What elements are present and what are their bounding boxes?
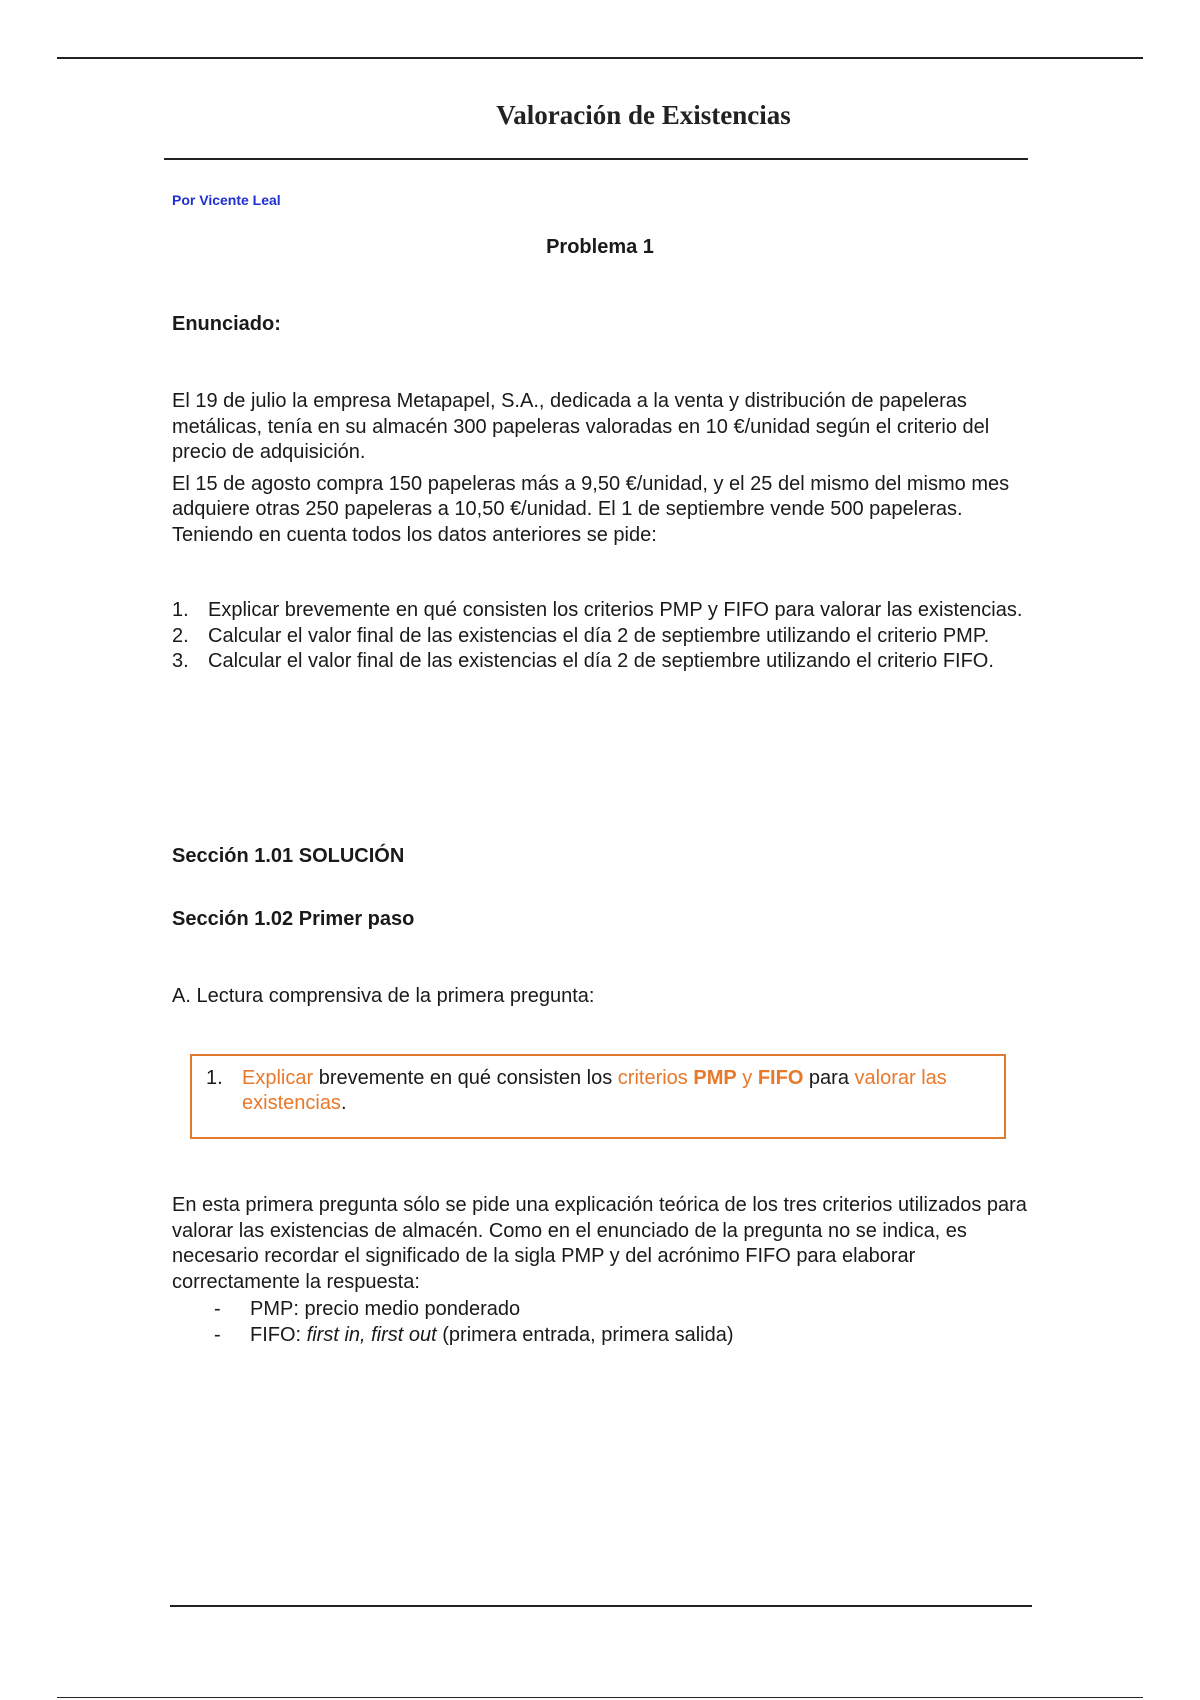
statement-paragraph-2: El 15 de agosto compra 150 papeleras más a 9,50 €/unidad, y el 25 del mismo del mismo mes adquiere otras 250 papeleras a 10,50 €/unidad. El 1 de septiembre vende 500 papeleras. xyxy=(172,472,1010,520)
question-text: Calcular el valor final de las existencias el día 2 de septiembre utilizando el criterio PMP. xyxy=(208,624,990,647)
question-item xyxy=(172,649,1032,675)
definition-text: precio medio ponderado xyxy=(298,1298,521,1320)
question-item xyxy=(172,624,1032,650)
explanation-paragraph: En esta primera pregunta sólo se pide una explicación teórica de los tres criterios utilizados para valorar las existencias de almacén. Como en el enunciado de la pregunta no se indica, es necesario recordar el significado de la sigla PMP y del acrónimo FIFO para elaborar correctamente la respuesta: xyxy=(172,1194,1027,1293)
document-title: Valoración de Existencias xyxy=(496,100,791,130)
questions-list xyxy=(172,598,1032,675)
list-dash: - xyxy=(214,1324,221,1346)
keyword-y: y xyxy=(736,1067,758,1089)
problem-title: Problema 1 xyxy=(546,236,654,258)
definition-term: FIFO: xyxy=(250,1324,302,1346)
statement-text xyxy=(172,389,1032,548)
question-number: 1. xyxy=(172,599,189,621)
box-question-text xyxy=(242,1066,992,1116)
box-text-segment: . xyxy=(340,1092,347,1114)
question-number: 2. xyxy=(172,624,189,647)
keyword-explicar: Explicar xyxy=(242,1067,314,1089)
question-text: Explicar brevemente en qué consisten los criterios PMP y FIFO para valorar las existencias. xyxy=(208,599,1023,621)
top-rule xyxy=(57,57,1143,59)
list-dash: - xyxy=(214,1298,221,1320)
keyword-valorar: valorar las existencias xyxy=(242,1067,947,1114)
title-rule xyxy=(164,158,1028,160)
keyword-fifo: FIFO xyxy=(757,1067,804,1089)
bottom-rule xyxy=(57,1697,1143,1698)
definition-text: (primera entrada, primera salida) xyxy=(436,1324,734,1346)
definition-item xyxy=(210,1322,733,1348)
section-primer-paso-heading: Sección 1.02 Primer paso xyxy=(172,908,415,930)
definition-item xyxy=(210,1296,733,1322)
keyword-criterios: criterios xyxy=(617,1067,688,1089)
question-item xyxy=(172,598,1032,624)
definition-term: PMP: xyxy=(250,1298,299,1320)
question-number: 3. xyxy=(172,650,189,672)
enunciado-heading: Enunciado: xyxy=(172,313,281,335)
box-text-segment: para xyxy=(803,1067,855,1089)
question-text: Calcular el valor final de las existencias el día 2 de septiembre utilizando el criterio FIFO. xyxy=(208,650,994,672)
highlighted-question-box xyxy=(190,1054,1006,1139)
lectura-label: A. Lectura comprensiva de la primera pregunta: xyxy=(172,985,595,1007)
author-byline: Por Vicente Leal xyxy=(172,192,281,208)
definition-italic-text: first in, first out xyxy=(301,1324,437,1346)
statement-paragraph-1: El 19 de julio la empresa Metapapel, S.A., dedicada a la venta y distribución de papeleras metálicas, tenía en su almacén 300 papeleras valoradas en 10 €/unidad según el criterio del precio de adquisición. xyxy=(172,390,990,463)
section-solucion-heading: Sección 1.01 SOLUCIÓN xyxy=(172,845,405,867)
keyword-pmp: PMP xyxy=(693,1067,737,1089)
definitions-list xyxy=(210,1296,733,1348)
statement-paragraph-3: Teniendo en cuenta todos los datos anteriores se pide: xyxy=(172,523,657,546)
box-text-segment: brevemente en qué consisten los xyxy=(313,1067,618,1089)
box-question-number: 1. xyxy=(206,1067,223,1089)
footer-rule xyxy=(170,1605,1032,1607)
